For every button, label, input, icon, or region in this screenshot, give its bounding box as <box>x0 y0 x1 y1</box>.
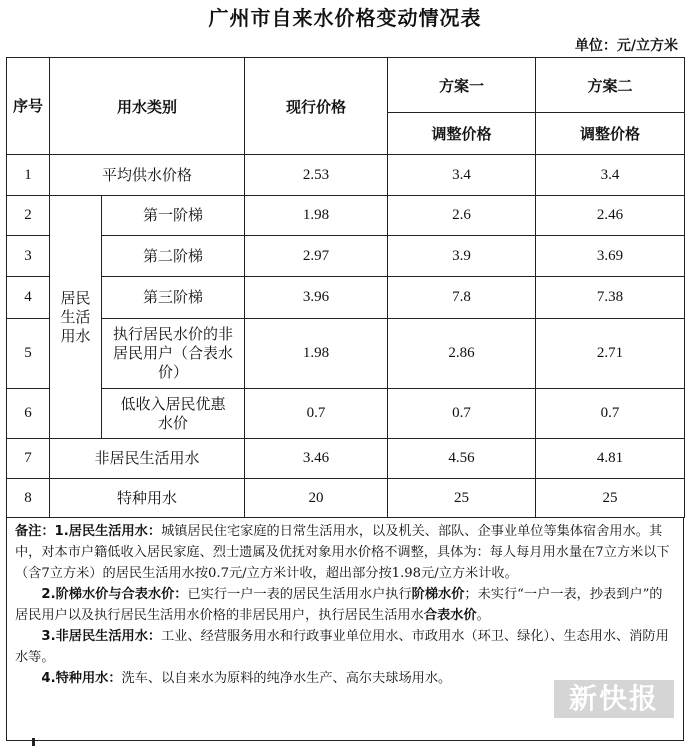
row-category: 平均供水价格 <box>50 155 245 196</box>
table-row <box>7 196 685 236</box>
row-category: 执行居民水价的非居民用户（合表水价） <box>102 319 245 389</box>
header-plan-2: 方案二 <box>536 58 685 113</box>
row-seq: 6 <box>7 389 50 439</box>
newspaper-watermark-logo: 新快报 <box>554 680 674 718</box>
row-current-price: 1.98 <box>245 319 388 389</box>
table-row <box>7 479 685 518</box>
header-plan-2-adjusted: 调整价格 <box>536 113 685 155</box>
row-plan-2-price: 0.7 <box>536 389 685 439</box>
row-seq: 4 <box>7 277 50 319</box>
row-current-price: 0.7 <box>245 389 388 439</box>
unit-label: 单位：元/立方米 <box>574 38 678 54</box>
table-title: 广州市自来水价格变动情况表 <box>208 6 482 30</box>
note-3: 3.非居民生活用水：工业、经营服务用水和行政事业单位用水、市政用水（环卫、绿化）、生态用水、消防用水等。 <box>15 629 669 665</box>
header-current-price: 现行价格 <box>245 58 388 155</box>
row-current-price: 20 <box>245 479 388 518</box>
header-seq: 序号 <box>7 58 50 155</box>
row-plan-2-price: 3.4 <box>536 155 685 196</box>
row-seq: 8 <box>7 479 50 518</box>
row-plan-1-price: 7.8 <box>388 277 536 319</box>
note-1: 备注：1.居民生活用水：城镇居民住宅家庭的日常生活用水，以及机关、部队、企事业单位等集体宿舍用水。其中，对本市户籍低收入居民家庭、烈士遗属及优抚对象用水价格不调整，具体为：每人每月用水量在7立方米以下（含7立方米）的居民生活用水按0.7元/立方米计收，超出部分按1.98元/立方米计收。 <box>15 524 670 581</box>
row-current-price: 3.96 <box>245 277 388 319</box>
page-mark <box>32 738 35 746</box>
row-plan-1-price: 2.86 <box>388 319 536 389</box>
row-category: 第二阶梯 <box>102 236 245 277</box>
row-category: 低收入居民优惠水价 <box>102 389 245 439</box>
row-plan-1-price: 25 <box>388 479 536 518</box>
row-current-price: 2.53 <box>245 155 388 196</box>
row-plan-2-price: 3.69 <box>536 236 685 277</box>
row-category: 第一阶梯 <box>102 196 245 236</box>
header-category: 用水类别 <box>50 58 245 155</box>
row-seq: 2 <box>7 196 50 236</box>
table-row <box>7 155 685 196</box>
row-plan-2-price: 2.46 <box>536 196 685 236</box>
row-current-price: 2.97 <box>245 236 388 277</box>
table-row <box>7 389 685 439</box>
row-plan-1-price: 3.9 <box>388 236 536 277</box>
note-4: 4.特种用水：洗车、以自来水为原料的纯净水生产、高尔夫球场用水。 <box>41 671 452 686</box>
row-category: 非居民生活用水 <box>50 439 245 479</box>
row-seq: 7 <box>7 439 50 479</box>
price-table <box>6 57 685 518</box>
row-category: 第三阶梯 <box>102 277 245 319</box>
row-current-price: 3.46 <box>245 439 388 479</box>
row-category: 特种用水 <box>50 479 245 518</box>
table-row <box>7 277 685 319</box>
resident-water-group: 居民生活用水 <box>50 196 102 439</box>
row-plan-1-price: 2.6 <box>388 196 536 236</box>
table-row <box>7 236 685 277</box>
table-row <box>7 439 685 479</box>
row-seq: 3 <box>7 236 50 277</box>
row-plan-2-price: 4.81 <box>536 439 685 479</box>
row-seq: 1 <box>7 155 50 196</box>
table-row <box>7 319 685 389</box>
row-plan-2-price: 25 <box>536 479 685 518</box>
row-plan-1-price: 3.4 <box>388 155 536 196</box>
row-plan-2-price: 7.38 <box>536 277 685 319</box>
header-plan-1: 方案一 <box>388 58 536 113</box>
note-2: 2.阶梯水价与合表水价：已实行一户一表的居民生活用水户执行阶梯水价；未实行“一户一表，抄表到户”的居民用户以及执行居民生活用水价格的非居民用户，执行居民生活用水合表水价。 <box>15 587 663 623</box>
row-plan-1-price: 4.56 <box>388 439 536 479</box>
row-seq: 5 <box>7 319 50 389</box>
row-current-price: 1.98 <box>245 196 388 236</box>
row-plan-2-price: 2.71 <box>536 319 685 389</box>
header-plan-1-adjusted: 调整价格 <box>388 113 536 155</box>
row-plan-1-price: 0.7 <box>388 389 536 439</box>
